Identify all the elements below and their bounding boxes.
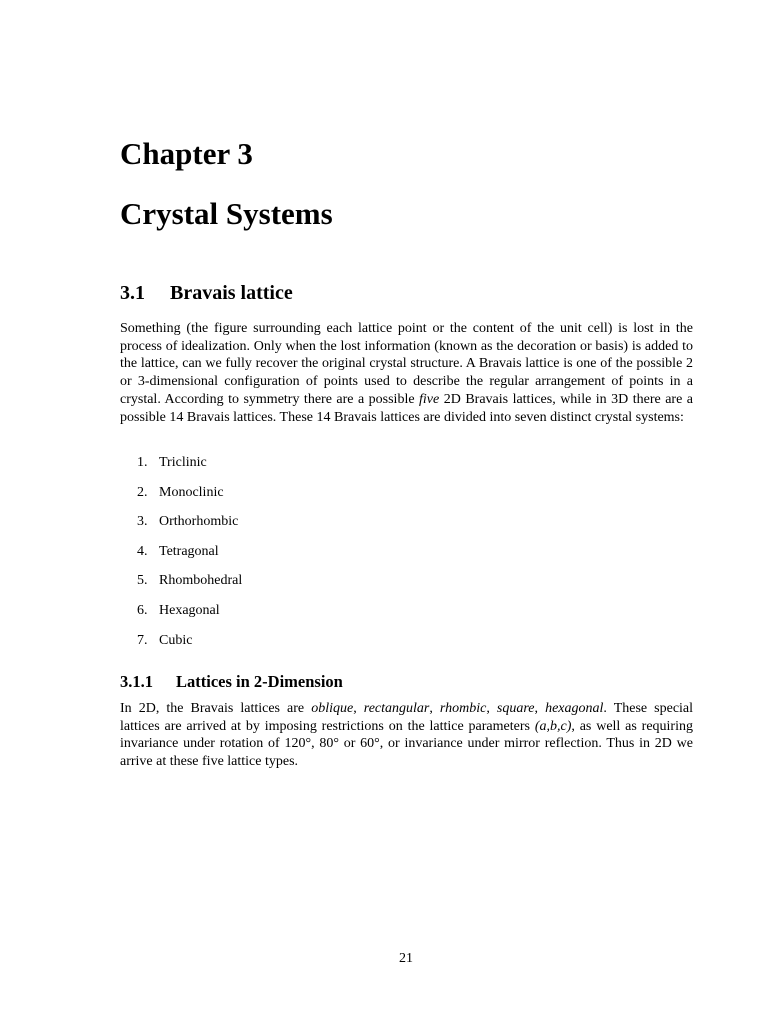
subsection-title: Lattices in 2-Dimension (176, 672, 343, 691)
term-hexagonal: hexagonal (545, 701, 604, 716)
list-item-label: Triclinic (159, 455, 207, 470)
separator: , (429, 701, 440, 716)
subsection-paragraph (120, 700, 693, 771)
list-item (137, 513, 242, 543)
term-rhombic: rhombic (439, 701, 487, 716)
paragraph-text: In 2D, the Bravais lattices are (120, 701, 312, 716)
term-square: square (496, 701, 535, 716)
list-item-label: Orthorhombic (159, 514, 239, 530)
term-oblique: oblique (311, 701, 354, 716)
list-item-label: Monoclinic (159, 484, 224, 500)
list-item (137, 484, 242, 514)
section-title: Bravais lattice (170, 282, 293, 304)
page-number: 21 (399, 951, 413, 966)
list-item-label: Rhombohedral (159, 573, 243, 589)
paragraph-text-end: , as well as requiring invariance under rotation of 120°, 80° or 60°, or invariance under mirror reflection. Thus in 2D we arrive at these five lattice types. (120, 718, 693, 770)
list-item (137, 632, 242, 662)
list-item-number: 4. (137, 543, 148, 559)
list-item-label: Hexagonal (159, 602, 220, 618)
chapter-title: Crystal Systems (120, 196, 333, 231)
list-item-number: 6. (137, 602, 148, 618)
list-item-number: 2. (137, 484, 148, 500)
list-item (137, 454, 242, 484)
list-item (137, 602, 242, 632)
subsection-heading (120, 671, 343, 693)
crystal-systems-list (137, 454, 242, 661)
list-item (137, 543, 242, 573)
paragraph-text: Something (the figure surrounding each lattice point or the content of the unit cell) is lost in the process of idealization. Only when the lost information (known as the decoration or basis) is added to the lattice, can we fully recover the original crystal structure. A Bravais lattice is one of the possible 2 or 3-dimensional configuration of points used to describe the regular arrangement of points in a crystal. According to symmetry there are a possible (120, 321, 693, 407)
section-paragraph (120, 320, 693, 426)
lattice-parameters: (a,b,c) (534, 718, 572, 734)
separator: , (353, 701, 364, 716)
list-item-number: 7. (137, 632, 148, 648)
emphasis-five: five (419, 391, 440, 407)
section-number: 3.1 (120, 282, 145, 304)
term-rectangular: rectangular (363, 701, 430, 716)
paragraph-text: . These special lattices are arrived at by imposing restrictions on the lattice parameters (120, 701, 694, 734)
separator: , (534, 701, 546, 716)
list-item-number: 1. (137, 455, 148, 470)
list-item-number: 3. (137, 514, 148, 530)
list-item-number: 5. (137, 573, 148, 589)
paragraph-text-end: 2D Bravais lattices, while in 3D there are a possible 14 Bravais lattices. These 14 Bravais lattices are divided into seven distinct crystal systems: (120, 391, 693, 425)
section-heading (120, 280, 293, 306)
list-item-label: Cubic (159, 632, 193, 648)
list-item (137, 572, 242, 602)
list-item-label: Tetragonal (159, 543, 219, 559)
subsection-number: 3.1.1 (120, 672, 153, 691)
chapter-label: Chapter 3 (120, 136, 253, 171)
separator: , (486, 701, 497, 716)
